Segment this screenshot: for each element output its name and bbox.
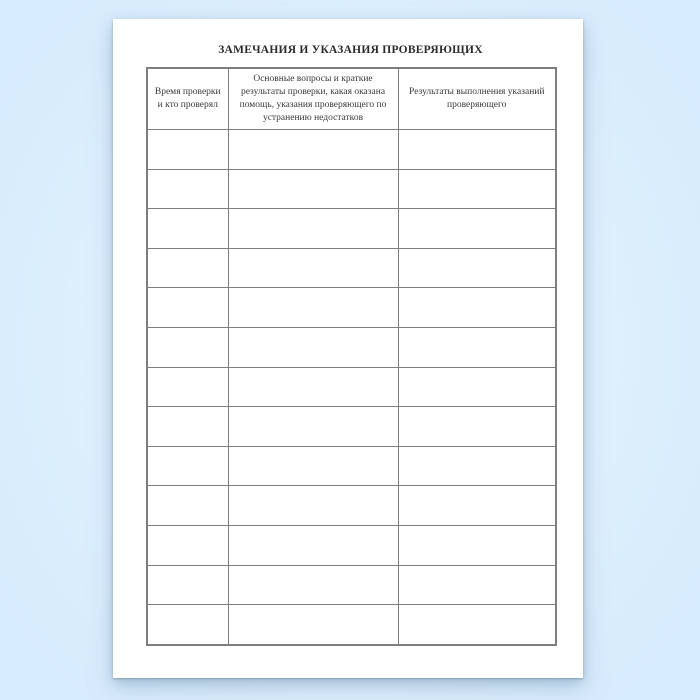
table-cell-empty [147, 446, 228, 486]
table-cell-empty [147, 327, 228, 367]
table-row [147, 605, 556, 645]
table-header-row [147, 68, 556, 130]
column-header-instruction-results: Результаты выполнения указаний проверяющего [398, 68, 556, 130]
table-cell-empty [228, 525, 398, 565]
table-cell-empty [228, 248, 398, 288]
table-cell-empty [228, 605, 398, 645]
table-row [147, 130, 556, 170]
table-cell-empty [147, 407, 228, 447]
table-cell-empty [228, 565, 398, 605]
table-cell-empty [398, 486, 556, 526]
table-cell-empty [228, 130, 398, 170]
table-cell-empty [398, 446, 556, 486]
table-cell-empty [147, 525, 228, 565]
table-cell-empty [147, 486, 228, 526]
table-cell-empty [398, 407, 556, 447]
table-cell-empty [147, 367, 228, 407]
table-cell-empty [228, 367, 398, 407]
column-header-main-questions: Основные вопросы и краткие результаты проверки, какая оказана помощь, указания проверяющего по устранению недостатков [228, 68, 398, 130]
table-row [147, 446, 556, 486]
table-cell-empty [398, 130, 556, 170]
table-cell-empty [398, 209, 556, 249]
table-cell-empty [398, 565, 556, 605]
table-cell-empty [147, 209, 228, 249]
table-row [147, 327, 556, 367]
table-body [147, 130, 556, 645]
table-header [147, 68, 556, 130]
document-title: ЗАМЕЧАНИЯ И УКАЗАНИЯ ПРОВЕРЯЮЩИХ [218, 44, 483, 56]
inspection-remarks-table [146, 67, 557, 646]
table-cell-empty [228, 327, 398, 367]
table-cell-empty [228, 446, 398, 486]
table-cell-empty [228, 486, 398, 526]
table-row [147, 486, 556, 526]
table-cell-empty [147, 248, 228, 288]
table-cell-empty [147, 288, 228, 328]
table-cell-empty [398, 169, 556, 209]
table-cell-empty [147, 565, 228, 605]
table-cell-empty [147, 130, 228, 170]
table-cell-empty [228, 209, 398, 249]
table-cell-empty [147, 605, 228, 645]
column-header-inspection-time: Время проверки и кто проверял [147, 68, 228, 130]
document-page [113, 19, 583, 678]
table-cell-empty [398, 367, 556, 407]
table-row [147, 248, 556, 288]
table-cell-empty [398, 248, 556, 288]
table-row [147, 169, 556, 209]
table-row [147, 525, 556, 565]
table-row [147, 407, 556, 447]
table-cell-empty [398, 605, 556, 645]
table-cell-empty [398, 288, 556, 328]
table-cell-empty [228, 407, 398, 447]
table-cell-empty [147, 169, 228, 209]
table-cell-empty [228, 288, 398, 328]
table-cell-empty [398, 525, 556, 565]
table-cell-empty [228, 169, 398, 209]
table-row [147, 209, 556, 249]
table-cell-empty [398, 327, 556, 367]
table-row [147, 367, 556, 407]
table-row [147, 565, 556, 605]
table-row [147, 288, 556, 328]
